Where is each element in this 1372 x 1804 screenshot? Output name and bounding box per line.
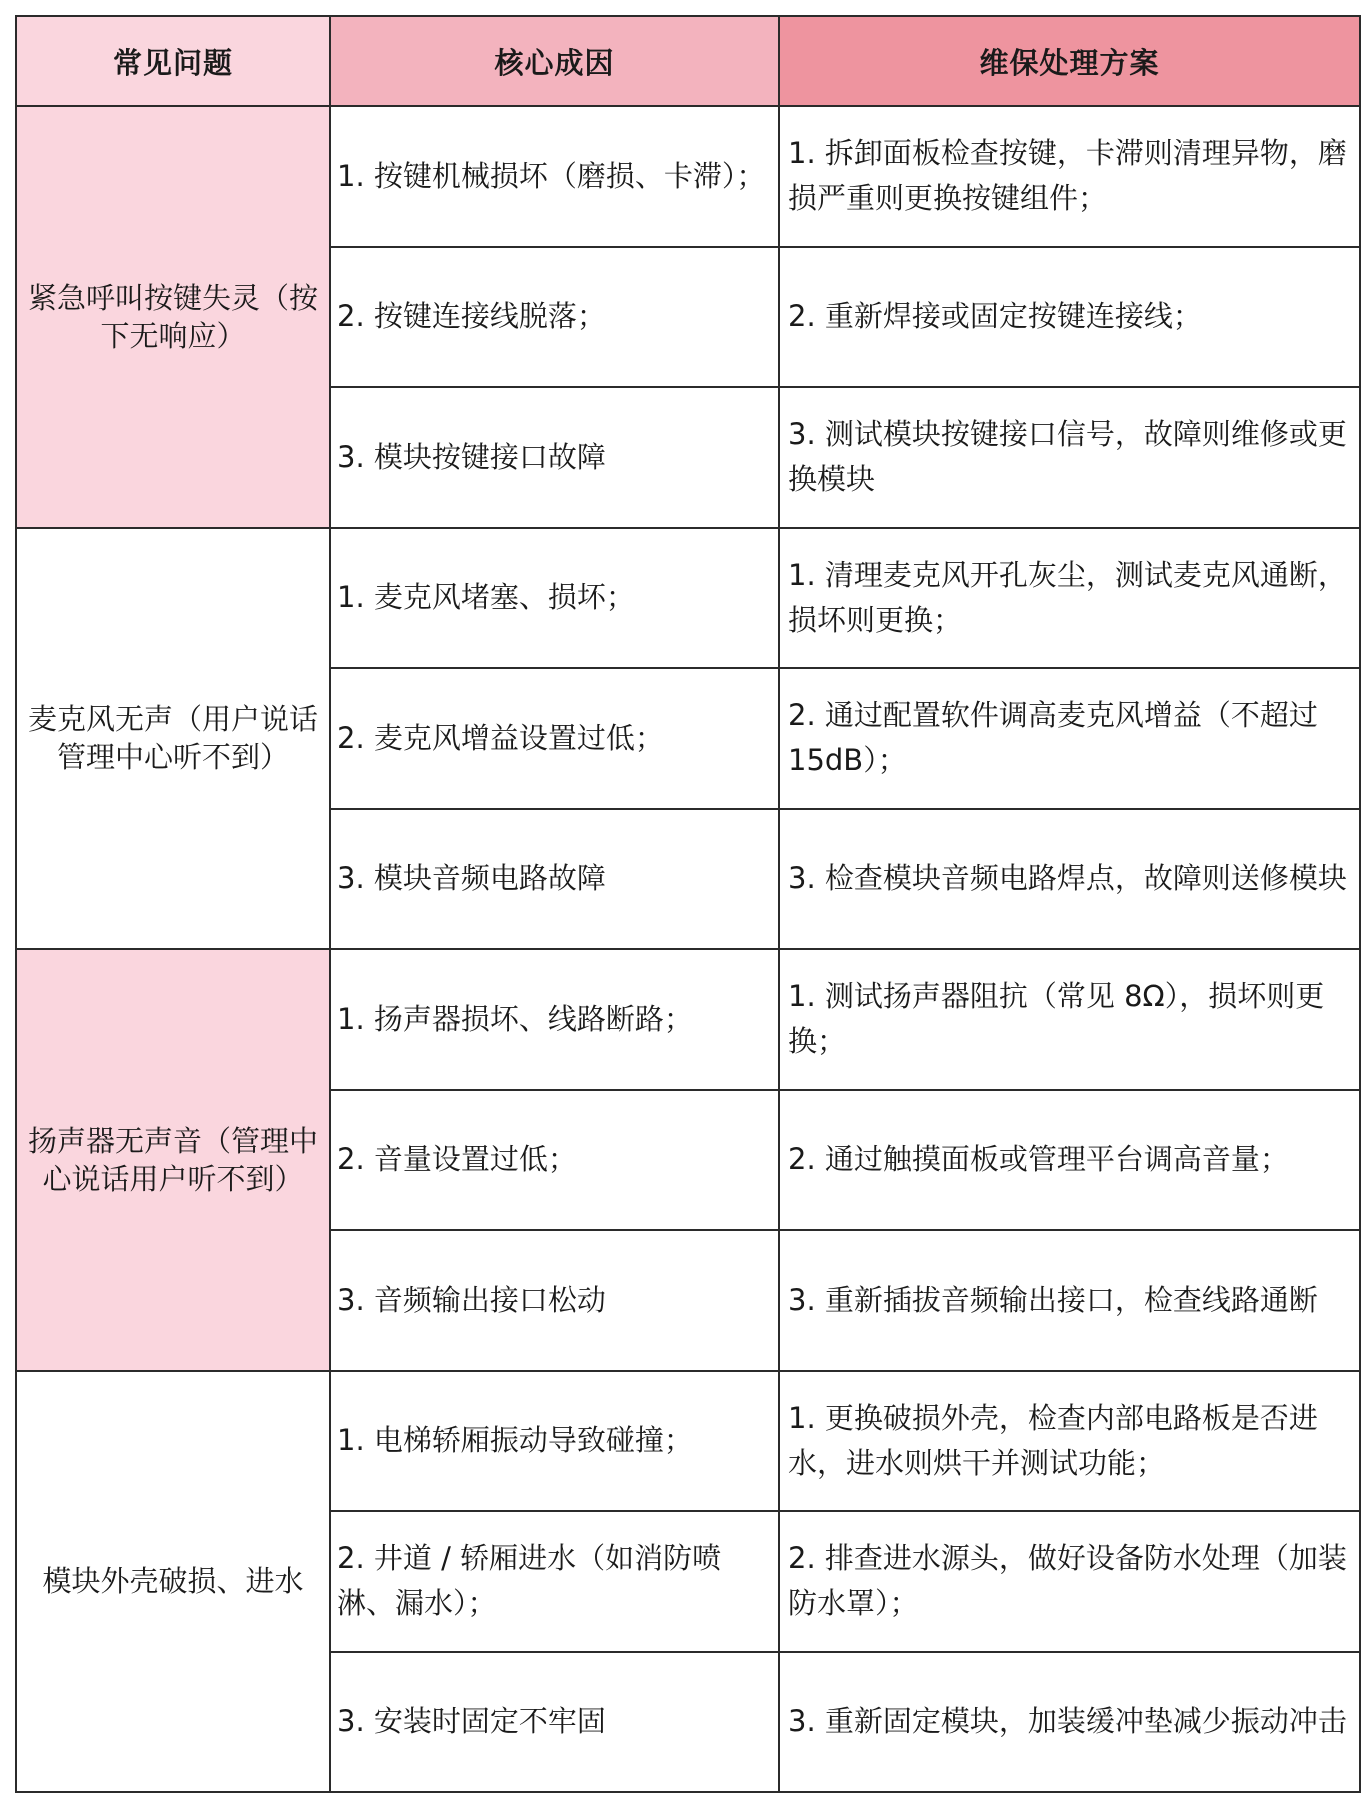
cause-cell: 1. 按键机械损坏（磨损、卡滞）； bbox=[330, 106, 779, 247]
issue-cell: 扬声器无声音（管理中心说话用户听不到） bbox=[16, 949, 330, 1371]
issue-cell: 紧急呼叫按键失灵（按下无响应） bbox=[16, 106, 330, 528]
solution-cell: 2. 排查进水源头，做好设备防水处理（加装防水罩）； bbox=[779, 1511, 1360, 1652]
table-row bbox=[16, 1371, 1360, 1512]
header-common-issue: 常见问题 bbox=[16, 16, 330, 106]
cause-cell: 3. 模块按键接口故障 bbox=[330, 387, 779, 528]
solution-cell: 1. 拆卸面板检查按键，卡滞则清理异物，磨损严重则更换按键组件； bbox=[779, 106, 1360, 247]
solution-cell: 2. 通过配置软件调高麦克风增益（不超过 15dB）； bbox=[779, 668, 1360, 809]
cause-cell: 3. 安装时固定不牢固 bbox=[330, 1652, 779, 1793]
issue-cell: 模块外壳破损、进水 bbox=[16, 1371, 330, 1793]
cause-cell: 3. 模块音频电路故障 bbox=[330, 809, 779, 950]
cause-cell: 3. 音频输出接口松动 bbox=[330, 1230, 779, 1371]
solution-cell: 3. 测试模块按键接口信号，故障则维修或更换模块 bbox=[779, 387, 1360, 528]
solution-cell: 1. 测试扬声器阻抗（常见 8Ω），损坏则更换； bbox=[779, 949, 1360, 1090]
cause-cell: 2. 麦克风增益设置过低； bbox=[330, 668, 779, 809]
cause-cell: 2. 按键连接线脱落； bbox=[330, 247, 779, 388]
solution-cell: 1. 更换破损外壳，检查内部电路板是否进水，进水则烘干并测试功能； bbox=[779, 1371, 1360, 1512]
solution-cell: 3. 重新固定模块，加装缓冲垫减少振动冲击 bbox=[779, 1652, 1360, 1793]
cause-cell: 2. 井道 / 轿厢进水（如消防喷淋、漏水）； bbox=[330, 1511, 779, 1652]
maintenance-table bbox=[15, 15, 1361, 1793]
solution-cell: 3. 重新插拔音频输出接口，检查线路通断 bbox=[779, 1230, 1360, 1371]
table-row bbox=[16, 106, 1360, 247]
issue-cell: 麦克风无声（用户说话管理中心听不到） bbox=[16, 528, 330, 950]
cause-cell: 1. 电梯轿厢振动导致碰撞； bbox=[330, 1371, 779, 1512]
header-core-cause: 核心成因 bbox=[330, 16, 779, 106]
header-solution: 维保处理方案 bbox=[779, 16, 1360, 106]
solution-cell: 2. 通过触摸面板或管理平台调高音量； bbox=[779, 1090, 1360, 1231]
table-row bbox=[16, 528, 1360, 669]
solution-cell: 3. 检查模块音频电路焊点，故障则送修模块 bbox=[779, 809, 1360, 950]
table-row bbox=[16, 949, 1360, 1090]
cause-cell: 1. 扬声器损坏、线路断路； bbox=[330, 949, 779, 1090]
cause-cell: 2. 音量设置过低； bbox=[330, 1090, 779, 1231]
cause-cell: 1. 麦克风堵塞、损坏； bbox=[330, 528, 779, 669]
solution-cell: 1. 清理麦克风开孔灰尘，测试麦克风通断，损坏则更换； bbox=[779, 528, 1360, 669]
solution-cell: 2. 重新焊接或固定按键连接线； bbox=[779, 247, 1360, 388]
header-row bbox=[16, 16, 1360, 106]
